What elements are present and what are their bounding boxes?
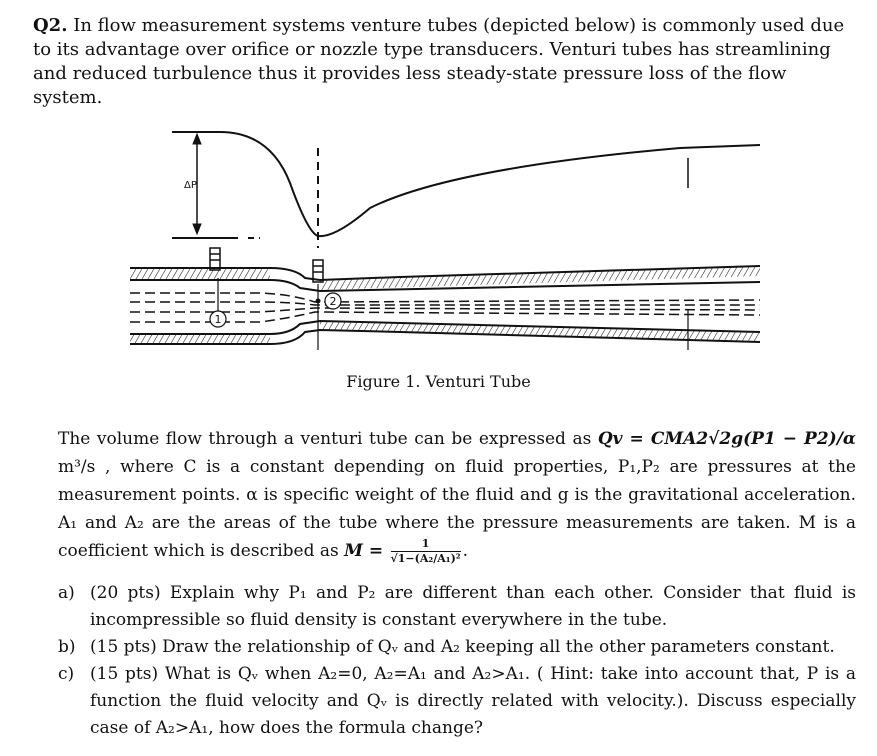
m-formula-numerator: 1: [391, 537, 461, 552]
sub-question-text: (15 pts) Draw the relationship of Qᵥ and A₂ keeping all the other parameters constant.: [90, 637, 835, 657]
point-2-label: 2: [329, 295, 337, 308]
venturi-tube-figure: [120, 88, 780, 360]
m-formula-lhs: M =: [344, 541, 384, 561]
m-formula-fraction: [391, 537, 461, 566]
sub-question-text: (15 pts) What is Qᵥ when A₂=0, A₂=A₁ and A₂>A₁. ( Hint: take into account that, P is a function the fluid velocity and Qᵥ is directly related with velocity.). Discuss especially case of A₂>A₁, how does the formula change?: [90, 664, 856, 738]
sub-question-c: [58, 661, 856, 742]
sub-question-label: c): [58, 664, 75, 684]
point-2-dot: [316, 299, 321, 304]
sub-questions: [58, 580, 856, 742]
sub-question-a: [58, 580, 856, 634]
question-number: Q2.: [33, 15, 68, 36]
pressure-profile: [172, 132, 760, 248]
flow-formula: Qv = CMA2√2g(P1 − P2)/α: [597, 429, 857, 449]
m-formula-end: .: [462, 541, 469, 561]
question-intro-text: In flow measurement systems venture tubes (depicted below) is commonly used due to its advantage over orifice or nozzle type transducers. Venturi tubes has streamlining and reduced turbulence thus it provides less steady-state pressure loss of the flow system.: [33, 15, 845, 108]
sub-question-label: b): [58, 637, 76, 657]
m-formula-denominator: √1−(A₂/A₁)²: [390, 552, 461, 565]
pressure-tap-1: [210, 248, 220, 270]
figure-caption: Figure 1. Venturi Tube: [346, 372, 531, 391]
sentence-start: The volume flow through a venturi tube can be expressed as: [58, 429, 592, 449]
point-1-label: 1: [214, 313, 222, 326]
sub-question-text: (20 pts) Explain why P₁ and P₂ are different than each other. Consider that fluid is incompressible so fluid density is constant everywhere in the tube.: [90, 583, 856, 630]
sub-question-b: [58, 634, 856, 661]
delta-p-label: ΔP: [184, 180, 197, 191]
sentence-rest: m³/s , where C is a constant depending on fluid properties, P₁,P₂ are pressures at the measurement points. α is specific weight of the fluid and g is the gravitational acceleration. A₁ and A₂ are the areas of the tube where the pressure measurements are taken. M is a coefficient which is described as: [58, 457, 856, 561]
explanation-paragraph: [58, 425, 856, 566]
sub-question-label: a): [58, 583, 75, 603]
